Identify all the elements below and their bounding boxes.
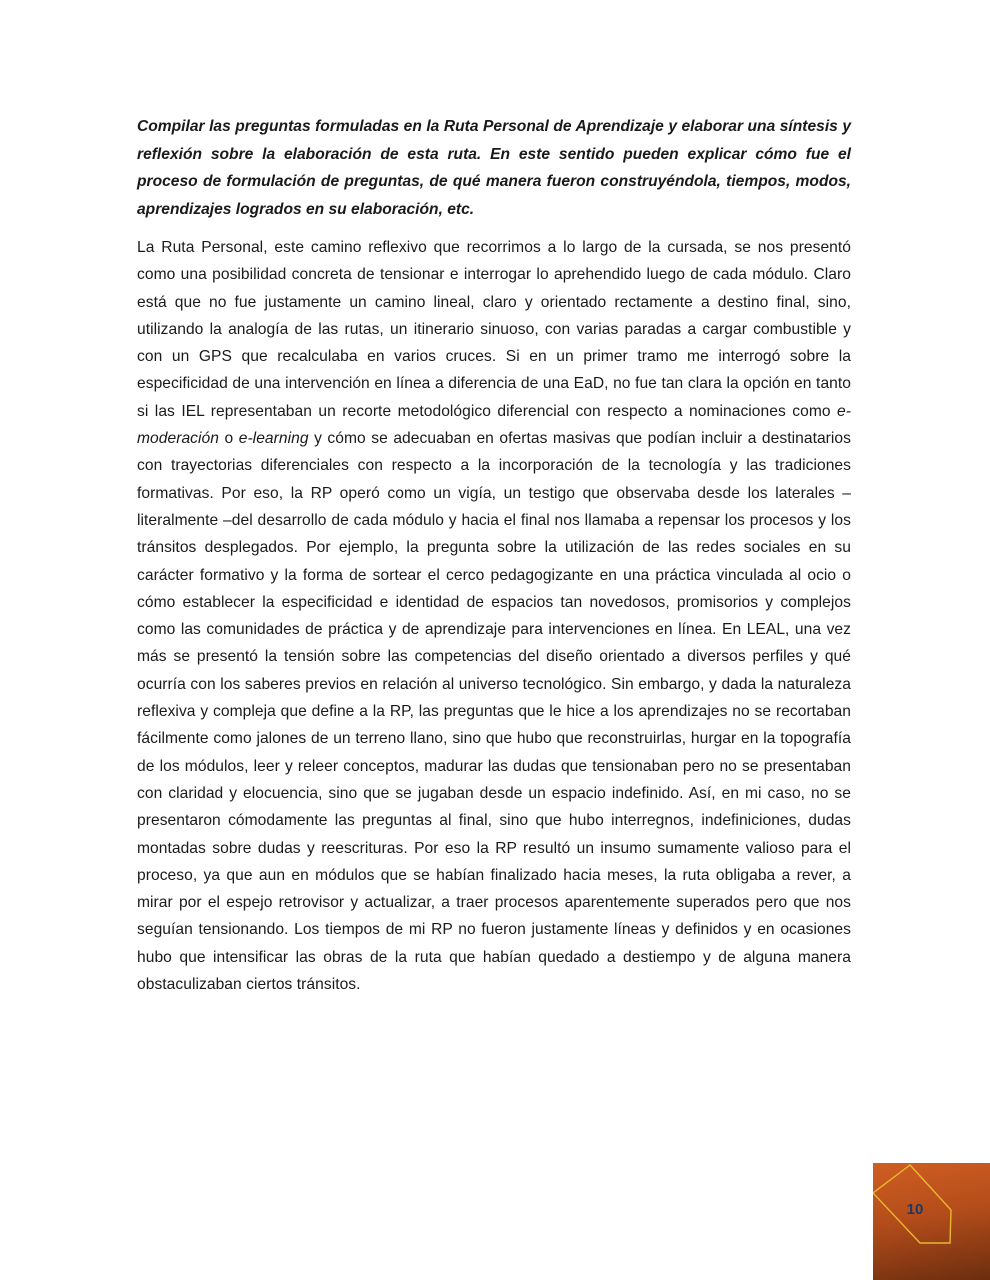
body-emphasis-e-learning: e-learning [238,430,309,448]
body-emphasis-e-moderacion: e-moderación [137,402,851,448]
body-text-part3: y cómo se adecuaban en ofertas masivas que podían incluir a destinatarios con trayectorias diferenciales con respecto a la incorporación de la tecnología y las tradiciones formativas. Por eso, la RP operó como un vigía, un testigo que observaba desde los laterales –literalmente –del desarrollo de cada módulo y hacia el final nos llamaba a repensar los procesos y los tránsitos desplegados. Por ejemplo, la pregunta sobre la utilización de las redes sociales en su carácter formativo y la forma de sortear el cerco pedagogizante en una práctica vinculada al ocio o cómo establecer la especificidad e identidad de espacios tan novedosos, promisorios y complejos como las comunidades de práctica y de aprendizaje para intervenciones en línea. En LEAL, una vez más se presentó la tensión sobre las competencias del diseño orientado a diversos perfiles y qué ocurría con los saberes previos en relación al universo tecnológico. Sin embargo, y dada la naturaleza reflexiva y compleja que define a la RP, las preguntas que le hice a los aprendizajes no se recortaban fácilmente como jalones de un terreno llano, sino que hubo que reconstruirlas, hurgar en la topografía de los módulos, leer y releer conceptos, madurar las dudas que tensionaban pero no se presentaban con claridad y elocuencia, sino que se jugaban desde un espacio indefinido. Así, en mi caso, no se presentaron cómodamente las preguntas al final, sino que hubo interregnos, indefiniciones, dudas montadas sobre dudas y reescrituras. Por eso la RP resultó un insumo sumamente valioso para el proceso, ya que aun en módulos que se habían finalizado hacia meses, la ruta obligaba a rever, a mirar por el espejo retrovisor y actualizar, a traer procesos aparentemente superados pero que nos seguían tensionando. Los tiempos de mi RP no fueron justamente líneas y definidos y en ocasiones hubo que intensificar las obras de la ruta que habían quedado a destiempo y de alguna manera obstaculizaban ciertos tránsitos. [137,430,851,994]
page-number: 10 [906,1201,924,1218]
section-heading: Compilar las preguntas formuladas en la Ruta Personal de Aprendizaje y elaborar una síntesis y reflexión sobre la elaboración de esta ruta. En este sentido pueden explicar cómo fue el proceso de formulación de preguntas, de qué manera fueron construyéndola, tiempos, modos, aprendizajes logrados en su elaboración, etc. [137,118,851,218]
body-text-part1: La Ruta Personal, este camino reflexivo que recorrimos a lo largo de la cursada, se nos presentó como una posibilidad concreta de tensionar e interrogar lo aprehendido luego de cada módulo. Claro está que no fue justamente un camino lineal, claro y orientado rectamente a destino final, sino, utilizando la analogía de las rutas, un itinerario sinuoso, con varias paradas a cargar combustible y con un GPS que recalculaba en varios cruces. Si en un primer tramo me interrogó sobre la especificidad de una intervención en línea a diferencia de una EaD, no fue tan clara la opción en tanto si las IEL representaban un recorte metodológico diferencial con respecto a nominaciones como [137,239,851,420]
body-paragraph [137,234,851,998]
body-text-part2: o [218,430,239,448]
document-content [137,113,851,998]
pentagon-outline-icon [873,1163,990,1280]
page-corner-decoration [873,1163,990,1280]
